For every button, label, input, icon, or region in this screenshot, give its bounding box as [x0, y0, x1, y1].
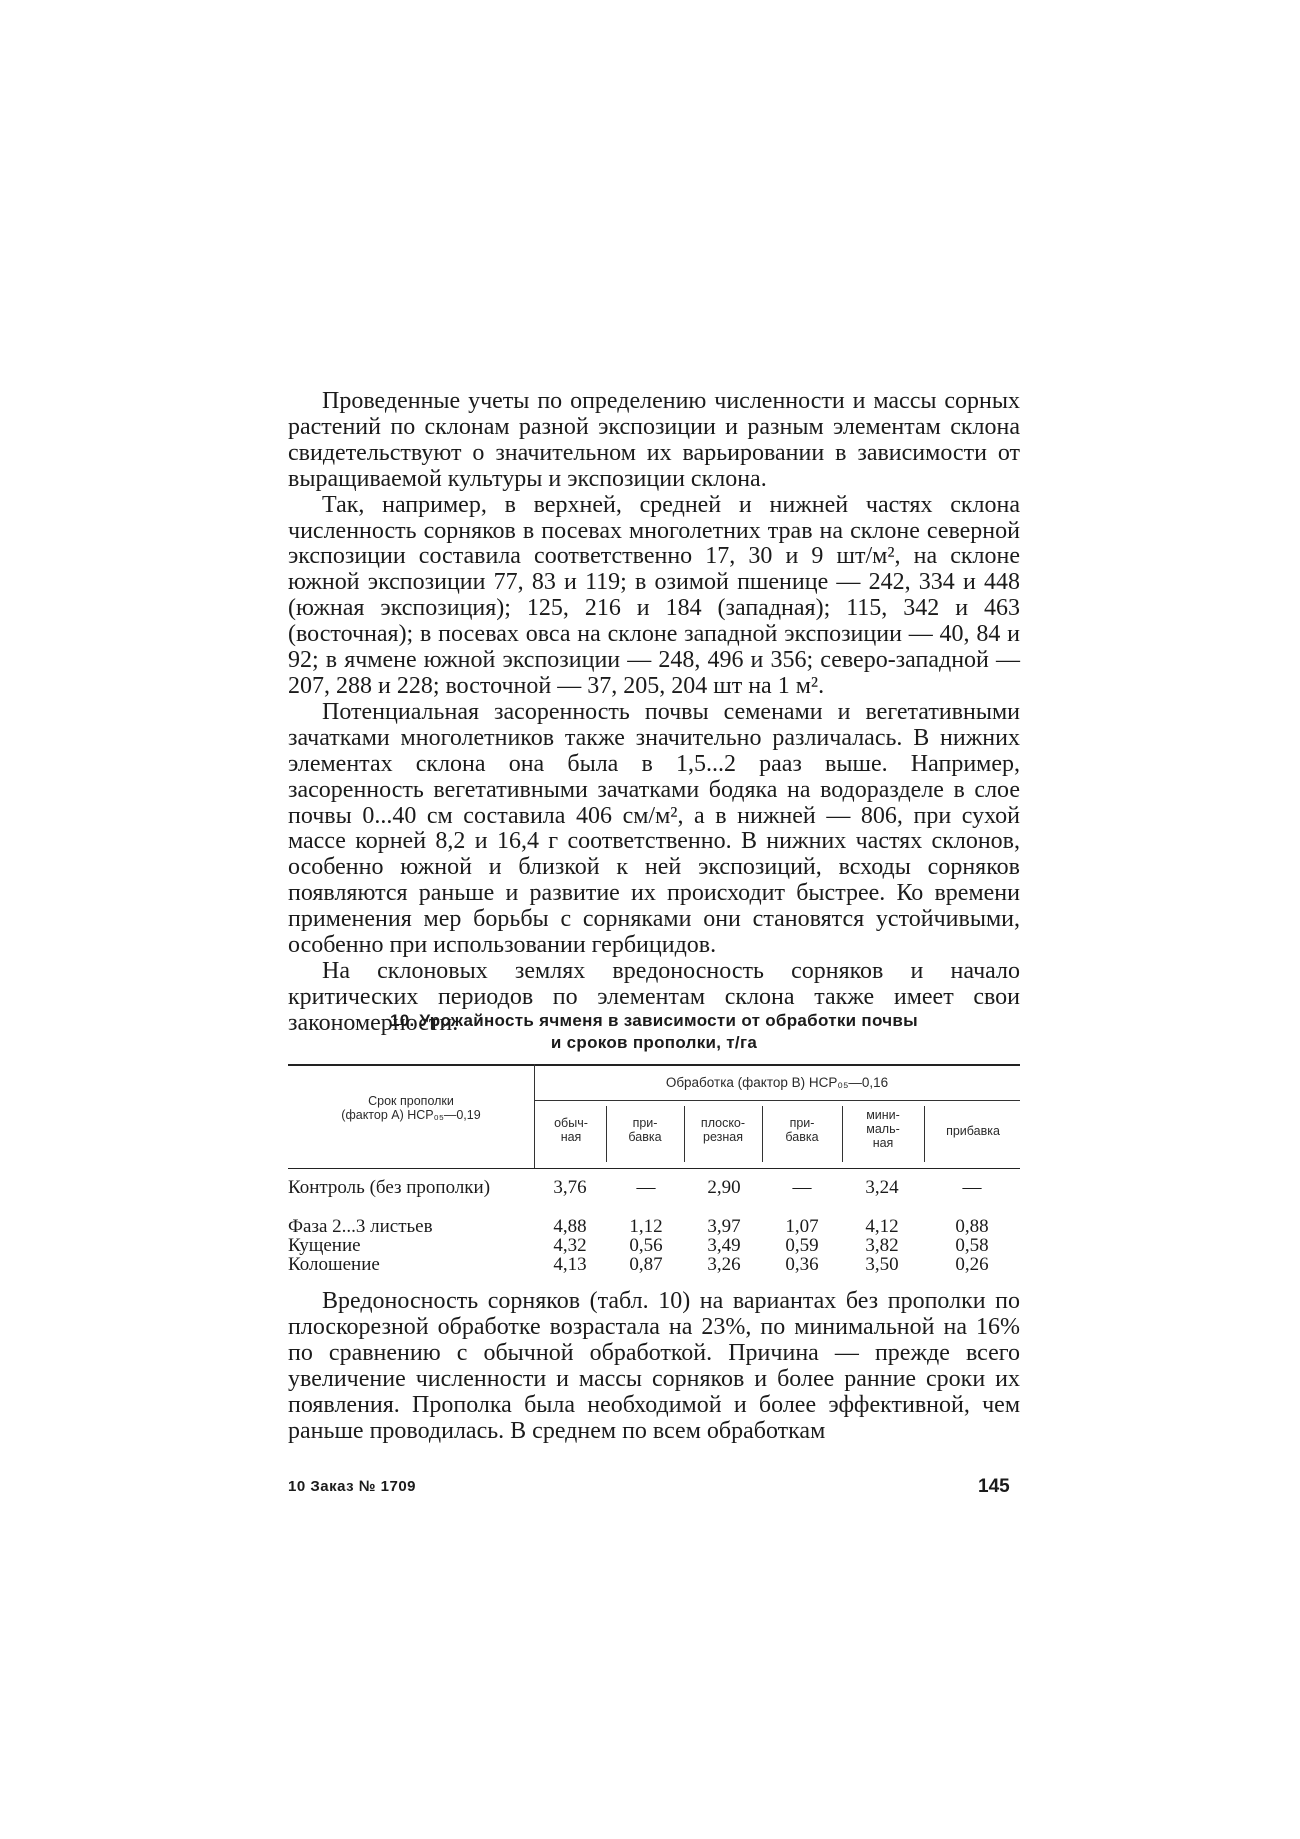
- column-header-line: мини-: [866, 1108, 900, 1122]
- table-caption: [288, 1010, 1020, 1054]
- paragraph: Проведенные учеты по определению численности и массы сорных растений по склонам разной экспозиции и разным элементам склона свидетельствуют о значительном их варьировании в зависимости от выращиваемой культуры и экспозиции склона.: [288, 388, 1020, 492]
- table-cell: 4,88: [553, 1216, 587, 1237]
- column-header-line: ная: [872, 1136, 894, 1150]
- stub-header-line: Срок прополки: [368, 1094, 454, 1108]
- column-header-line: при-: [789, 1116, 815, 1130]
- table-group-rule: [534, 1100, 1020, 1101]
- table-cell: 4,12: [865, 1216, 899, 1237]
- column-divider: [924, 1106, 925, 1162]
- paragraph: На склоновых землях вредоносность сорняков и начало критических периодов по элементам склона также имеет свои закономерности.: [288, 957, 1020, 1036]
- table-cell: 1,07: [785, 1216, 819, 1237]
- table-row-label: Фаза 2...3 листьев: [288, 1216, 433, 1237]
- table-cell: 0,87: [629, 1254, 663, 1275]
- table-cell: 0,36: [785, 1254, 819, 1275]
- column-header-line: бавка: [785, 1130, 819, 1144]
- table-cell: 1,12: [629, 1216, 663, 1237]
- table-row-label: Кущение: [288, 1235, 361, 1256]
- table-cell: —: [792, 1177, 812, 1198]
- stub-header: [288, 1094, 534, 1122]
- table-cell: 3,49: [707, 1235, 741, 1256]
- paragraph: Потенциальная засоренность почвы семенами и вегетативными зачатками многолетников также значительно различалась. В нижних элементах склона она была в 1,5...2 рааз выше. Например, засоренность вегетативными зачатками бодяка на водоразделе в слое почвы 0...40 см составила 406 см/м², а в нижней — 806, при сухой массе корней 8,2 и 16,4 г соответственно. В нижних частях склонов, особенно южной и близкой к ней экспозиций, всходы сорняков появляются раньше и развитие их происходит быстрее. Ко времени применения мер борьбы с сорняками они становятся устойчивыми, особенно при использовании гербицидов.: [288, 698, 1020, 959]
- column-header-line: прибавка: [946, 1124, 1000, 1138]
- body-text-bottom: [288, 1289, 1020, 1444]
- column-header: [844, 1108, 922, 1150]
- column-divider: [762, 1106, 763, 1162]
- column-header: [538, 1116, 604, 1144]
- column-header-line: резная: [703, 1130, 743, 1144]
- print-order-note: 10 Заказ № 1709: [288, 1478, 417, 1495]
- table-top-rule: [288, 1064, 1020, 1066]
- table-cell: 3,82: [865, 1235, 899, 1256]
- column-header-line: маль-: [866, 1122, 900, 1136]
- table-cell: —: [636, 1177, 656, 1198]
- table-cell: 3,76: [553, 1177, 587, 1198]
- table-cell: 0,58: [955, 1235, 989, 1256]
- table-caption-line: и сроков прополки, т/га: [550, 1033, 758, 1052]
- table-row-label: Колошение: [288, 1254, 380, 1275]
- body-text-top: [288, 389, 1020, 1037]
- column-header: [608, 1116, 682, 1144]
- table-cell: 3,24: [865, 1177, 899, 1198]
- table-cell: 3,97: [707, 1216, 741, 1237]
- table-header-rule: [288, 1168, 1020, 1169]
- table-cell: 0,56: [629, 1235, 663, 1256]
- group-header: Обработка (фактор В) НСР₀₅—0,16: [665, 1075, 889, 1090]
- column-header: [926, 1124, 1020, 1138]
- table-caption-line: 10. Урожайность ячменя в зависимости от обработки почвы: [389, 1011, 918, 1030]
- table-cell: 0,88: [955, 1216, 989, 1237]
- table-cell: —: [962, 1177, 982, 1198]
- column-header: [764, 1116, 840, 1144]
- column-divider: [842, 1106, 843, 1162]
- column-divider: [606, 1106, 607, 1162]
- table-cell: 4,32: [553, 1235, 587, 1256]
- table-cell: 3,50: [865, 1254, 899, 1275]
- table-row-label: Контроль (без прополки): [288, 1177, 491, 1198]
- table-cell: 3,26: [707, 1254, 741, 1275]
- table-cell: 0,26: [955, 1254, 989, 1275]
- column-header-line: обыч-: [554, 1116, 588, 1130]
- stub-header-line: (фактор А) НСР₀₅—0,19: [341, 1108, 481, 1122]
- table-cell: 2,90: [707, 1177, 741, 1198]
- column-header: [686, 1116, 760, 1144]
- column-divider: [684, 1106, 685, 1162]
- table-cell: 0,59: [785, 1235, 819, 1256]
- paragraph: Вредоносность сорняков (табл. 10) на вариантах без прополки по плоскорезной обработке возрастала на 23%, по минимальной на 16% по сравнению с обычной обработкой. Причина — прежде всего увеличение численности и массы сорняков и более ранние сроки их появления. Прополка была необходимой и более эффективной, чем раньше проводилась. В среднем по всем обработкам: [288, 1288, 1020, 1444]
- column-header-line: бавка: [628, 1130, 662, 1144]
- page-number: 145: [978, 1476, 1010, 1497]
- column-header-line: при-: [632, 1116, 658, 1130]
- column-header-line: плоско-: [700, 1116, 746, 1130]
- table-cell: 4,13: [553, 1254, 587, 1275]
- column-header-line: ная: [560, 1130, 582, 1144]
- paragraph: Так, например, в верхней, средней и нижней частях склона численность сорняков в посевах многолетних трав на склоне северной экспозиции составила соответственно 17, 30 и 9 шт/м², на склоне южной экспозиции 77, 83 и 119; в озимой пшенице — 242, 334 и 448 (южная экспозиция); 125, 216 и 184 (западная); 115, 342 и 463 (восточная); в посевах овса на склоне западной экспозиции — 40, 84 и 92; в ячмене южной экспозиции — 248, 496 и 356; северо-западной — 207, 288 и 228; восточной — 37, 205, 204 шт на 1 м².: [288, 491, 1020, 699]
